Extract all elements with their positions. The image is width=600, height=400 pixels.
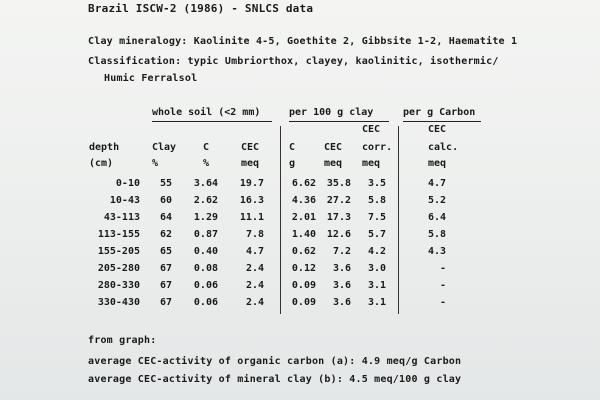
clay-mineralogy: Clay mineralogy: Kaolinite 4-5, Goethite 2, Gibbsite 1-2, Haematite 1 [88, 36, 518, 47]
header-cec-corr: corr. [362, 142, 393, 153]
table-row [0, 246, 600, 263]
table-row [0, 297, 600, 314]
unit-c-per-clay: g [289, 158, 296, 169]
cell-c: 0.06 [193, 280, 218, 291]
cell-depth: 330-430 [97, 297, 140, 308]
cell-depth: 205-280 [97, 263, 140, 274]
cell-depth: 113-155 [97, 229, 140, 240]
cell-cec-per-clay: 3.6 [332, 297, 351, 308]
header-cec-per-clay: CEC [324, 142, 343, 153]
group-header-per-carbon: per g Carbon [403, 107, 476, 118]
cell-cec-calc: - [439, 297, 446, 308]
header-cec-calc-line1: CEC [428, 124, 447, 135]
cell-cec-calc: 5.2 [427, 195, 446, 206]
table-row [0, 178, 600, 195]
header-cec: CEC [241, 142, 260, 153]
header-cec-corr-line1: CEC [362, 124, 381, 135]
cell-clay: 67 [159, 297, 172, 308]
cell-cec-calc: 4.7 [427, 178, 446, 189]
cell-cec: 2.4 [245, 280, 264, 291]
cell-c: 2.62 [193, 195, 218, 206]
cell-cec-corr: 3.0 [367, 263, 386, 274]
cell-c: 1.29 [193, 212, 218, 223]
cell-cec-per-clay: 3.6 [332, 280, 351, 291]
unit-cec-corr: meq [362, 158, 381, 169]
classification-line-2: Humic Ferralsol [104, 73, 198, 84]
group-underline-per-clay [289, 121, 389, 122]
cell-depth: 0-10 [115, 178, 140, 189]
cell-c-per-clay: 0.09 [291, 297, 316, 308]
cell-cec-per-clay: 3.6 [332, 263, 351, 274]
cell-c: 0.87 [193, 229, 218, 240]
cell-clay: 62 [159, 229, 172, 240]
cell-cec-calc: - [439, 280, 446, 291]
cell-depth: 155-205 [97, 246, 140, 257]
cell-cec: 2.4 [245, 297, 264, 308]
cell-cec-corr: 3.1 [367, 297, 386, 308]
cell-c-per-clay: 0.62 [291, 246, 316, 257]
from-graph-label: from graph: [88, 335, 157, 346]
header-c: C [203, 142, 210, 153]
cell-cec: 7.8 [245, 229, 264, 240]
unit-cec-per-clay: meq [324, 158, 343, 169]
cell-cec-corr: 3.1 [367, 280, 386, 291]
cell-cec: 4.7 [245, 246, 264, 257]
cell-clay: 64 [159, 212, 172, 223]
cell-cec-per-clay: 7.2 [332, 246, 351, 257]
cell-cec-per-clay: 35.8 [326, 178, 351, 189]
group-header-whole-soil: whole soil (<2 mm) [152, 107, 261, 118]
header-clay: Clay [152, 142, 177, 153]
cell-clay: 65 [159, 246, 172, 257]
table-row [0, 263, 600, 280]
cell-cec: 16.3 [239, 195, 264, 206]
cell-c-per-clay: 4.36 [291, 195, 316, 206]
table-row [0, 280, 600, 297]
cell-cec-corr: 5.7 [367, 229, 386, 240]
cell-depth: 280-330 [97, 280, 140, 291]
table-row [0, 195, 600, 212]
cell-cec-corr: 3.5 [367, 178, 386, 189]
slide-title: Brazil ISCW-2 (1986) - SNLCS data [88, 2, 314, 15]
group-header-per-clay: per 100 g clay [289, 107, 374, 118]
cell-cec-corr: 4.2 [367, 246, 386, 257]
table-row [0, 229, 600, 246]
cell-c-per-clay: 1.40 [291, 229, 316, 240]
cell-cec-corr: 5.8 [367, 195, 386, 206]
cell-c-per-clay: 2.01 [291, 212, 316, 223]
cell-clay: 67 [159, 280, 172, 291]
cell-c: 0.08 [193, 263, 218, 274]
cell-depth: 43-113 [103, 212, 140, 223]
cell-cec: 19.7 [239, 178, 264, 189]
cell-cec-per-clay: 12.6 [326, 229, 351, 240]
unit-cec-calc: meq [428, 158, 447, 169]
unit-clay: % [152, 158, 159, 169]
cell-cec-per-clay: 17.3 [326, 212, 351, 223]
cell-cec: 11.1 [239, 212, 264, 223]
unit-c: % [203, 158, 210, 169]
group-underline-per-carbon [403, 121, 481, 122]
cell-c: 0.40 [193, 246, 218, 257]
cell-depth: 10-43 [109, 195, 140, 206]
cec-activity-clay: average CEC-activity of mineral clay (b): 4.5 meq/100 g clay [88, 374, 462, 385]
cell-c-per-clay: 6.62 [291, 178, 316, 189]
header-depth: depth [89, 142, 120, 153]
cell-cec-corr: 7.5 [367, 212, 386, 223]
cell-cec: 2.4 [245, 263, 264, 274]
cell-cec-calc: 4.3 [427, 246, 446, 257]
group-underline-whole-soil [152, 121, 272, 122]
cell-clay: 60 [159, 195, 172, 206]
cell-clay: 67 [159, 263, 172, 274]
cell-cec-calc: 6.4 [427, 212, 446, 223]
header-cec-calc: calc. [428, 142, 459, 153]
table-row [0, 212, 600, 229]
cell-c-per-clay: 0.09 [291, 280, 316, 291]
cell-cec-per-clay: 27.2 [326, 195, 351, 206]
header-c-per-clay: C [289, 142, 296, 153]
cell-clay: 55 [159, 178, 172, 189]
unit-cec: meq [241, 158, 260, 169]
cell-cec-calc: - [439, 263, 446, 274]
unit-depth: (cm) [89, 158, 114, 169]
cell-c-per-clay: 0.12 [291, 263, 316, 274]
cell-c: 0.06 [193, 297, 218, 308]
cell-cec-calc: 5.8 [427, 229, 446, 240]
cell-c: 3.64 [193, 178, 218, 189]
cec-activity-carbon: average CEC-activity of organic carbon (a): 4.9 meq/g Carbon [88, 356, 462, 367]
classification-line-1: Classification: typic Umbriorthox, clayey, kaolinitic, isothermic/ [88, 56, 499, 67]
